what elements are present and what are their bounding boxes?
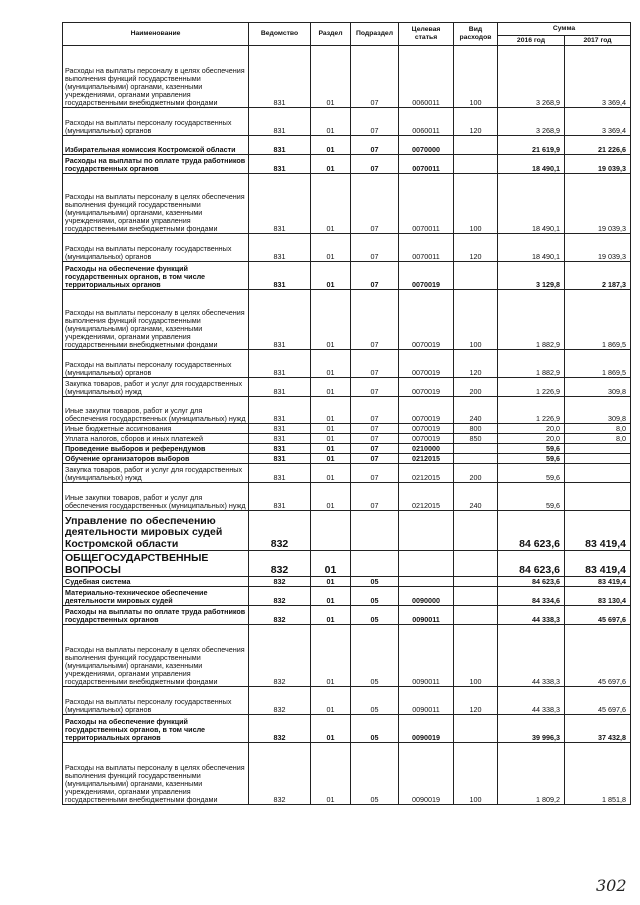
cell-section: 01 bbox=[311, 234, 351, 262]
cell-sum-2016: 20,0 bbox=[498, 434, 565, 444]
cell-sum-2016: 84 623,6 bbox=[498, 511, 565, 551]
cell-expense-kind: 100 bbox=[454, 290, 498, 350]
cell-name: Избирательная комиссия Костромской области bbox=[63, 136, 249, 155]
cell-expense-kind: 240 bbox=[454, 397, 498, 424]
cell-expense-kind bbox=[454, 444, 498, 454]
cell-expense-kind bbox=[454, 511, 498, 551]
cell-name: Расходы на выплаты персоналу государственных (муниципальных) органов bbox=[63, 687, 249, 715]
cell-name: Закупка товаров, работ и услуг для государственных (муниципальных) нужд bbox=[63, 464, 249, 483]
cell-department: 831 bbox=[249, 454, 311, 464]
cell-name: Закупка товаров, работ и услуг для государственных (муниципальных) нужд bbox=[63, 378, 249, 397]
cell-subsection: 07 bbox=[351, 464, 399, 483]
cell-target-article: 0212015 bbox=[399, 483, 454, 511]
cell-name: Расходы на выплаты персоналу государственных (муниципальных) органов bbox=[63, 234, 249, 262]
cell-sum-2017: 309,8 bbox=[565, 378, 631, 397]
cell-target-article: 0070019 bbox=[399, 350, 454, 378]
table-row bbox=[63, 464, 631, 483]
cell-target-article: 0212015 bbox=[399, 464, 454, 483]
cell-target-article: 0070019 bbox=[399, 434, 454, 444]
cell-expense-kind: 100 bbox=[454, 625, 498, 687]
cell-section: 01 bbox=[311, 625, 351, 687]
cell-sum-2017: 1 851,8 bbox=[565, 743, 631, 805]
table-row bbox=[63, 444, 631, 454]
cell-sum-2016: 18 490,1 bbox=[498, 174, 565, 234]
cell-expense-kind: 100 bbox=[454, 46, 498, 108]
table-row bbox=[63, 606, 631, 625]
cell-section: 01 bbox=[311, 108, 351, 136]
cell-target-article: 0090011 bbox=[399, 625, 454, 687]
cell-section: 01 bbox=[311, 397, 351, 424]
cell-subsection bbox=[351, 511, 399, 551]
cell-target-article: 0070000 bbox=[399, 136, 454, 155]
cell-department: 832 bbox=[249, 551, 311, 577]
cell-sum-2016: 59,6 bbox=[498, 483, 565, 511]
cell-section bbox=[311, 511, 351, 551]
cell-sum-2016: 59,6 bbox=[498, 444, 565, 454]
cell-sum-2017: 19 039,3 bbox=[565, 234, 631, 262]
cell-expense-kind: 200 bbox=[454, 378, 498, 397]
cell-subsection: 07 bbox=[351, 424, 399, 434]
cell-target-article: 0090011 bbox=[399, 606, 454, 625]
cell-department: 831 bbox=[249, 434, 311, 444]
cell-department: 831 bbox=[249, 424, 311, 434]
cell-sum-2016: 59,6 bbox=[498, 454, 565, 464]
cell-department: 832 bbox=[249, 587, 311, 606]
cell-name: Расходы на выплаты персоналу в целях обеспечения выполнения функций государственными (муниципальными) органами, казенными учреждениями, органами управления государственными внебюджетными фондами bbox=[63, 743, 249, 805]
cell-sum-2017: 2 187,3 bbox=[565, 262, 631, 290]
cell-department: 832 bbox=[249, 687, 311, 715]
table-row bbox=[63, 350, 631, 378]
cell-department: 831 bbox=[249, 46, 311, 108]
header-subsection: Подраздел bbox=[351, 23, 399, 46]
table-row bbox=[63, 424, 631, 434]
cell-target-article: 0090019 bbox=[399, 743, 454, 805]
cell-sum-2017: 1 869,5 bbox=[565, 290, 631, 350]
budget-table bbox=[62, 22, 631, 805]
cell-department: 832 bbox=[249, 606, 311, 625]
cell-department: 831 bbox=[249, 108, 311, 136]
cell-sum-2017: 83 419,4 bbox=[565, 511, 631, 551]
cell-sum-2017: 19 039,3 bbox=[565, 155, 631, 174]
table-row bbox=[63, 625, 631, 687]
cell-sum-2017 bbox=[565, 444, 631, 454]
table-row bbox=[63, 234, 631, 262]
cell-sum-2017: 3 369,4 bbox=[565, 46, 631, 108]
header-section: Раздел bbox=[311, 23, 351, 46]
cell-section: 01 bbox=[311, 290, 351, 350]
cell-section: 01 bbox=[311, 424, 351, 434]
cell-sum-2017: 45 697,6 bbox=[565, 625, 631, 687]
cell-department: 832 bbox=[249, 511, 311, 551]
cell-department: 832 bbox=[249, 625, 311, 687]
cell-subsection: 07 bbox=[351, 483, 399, 511]
cell-department: 831 bbox=[249, 262, 311, 290]
cell-sum-2017: 19 039,3 bbox=[565, 174, 631, 234]
cell-expense-kind bbox=[454, 606, 498, 625]
cell-department: 831 bbox=[249, 174, 311, 234]
header-expense-kind: Вид расходов bbox=[454, 23, 498, 46]
cell-target-article bbox=[399, 577, 454, 587]
cell-name: Обучение организаторов выборов bbox=[63, 454, 249, 464]
cell-subsection: 07 bbox=[351, 108, 399, 136]
header-year-2017: 2017 год bbox=[565, 36, 631, 46]
table-row bbox=[63, 687, 631, 715]
cell-sum-2016: 1 226,9 bbox=[498, 397, 565, 424]
cell-department: 831 bbox=[249, 350, 311, 378]
cell-section: 01 bbox=[311, 434, 351, 444]
cell-subsection: 07 bbox=[351, 454, 399, 464]
cell-sum-2017 bbox=[565, 483, 631, 511]
cell-target-article: 0070011 bbox=[399, 155, 454, 174]
cell-expense-kind: 120 bbox=[454, 350, 498, 378]
cell-sum-2017: 83 419,4 bbox=[565, 577, 631, 587]
table-row bbox=[63, 511, 631, 551]
header-sum: Сумма bbox=[498, 23, 631, 36]
cell-expense-kind bbox=[454, 454, 498, 464]
cell-name: Судебная система bbox=[63, 577, 249, 587]
table-row bbox=[63, 46, 631, 108]
cell-subsection: 05 bbox=[351, 743, 399, 805]
cell-sum-2016: 84 334,6 bbox=[498, 587, 565, 606]
cell-section: 01 bbox=[311, 587, 351, 606]
cell-name: Уплата налогов, сборов и иных платежей bbox=[63, 434, 249, 444]
cell-section: 01 bbox=[311, 262, 351, 290]
cell-sum-2017: 309,8 bbox=[565, 397, 631, 424]
cell-department: 831 bbox=[249, 378, 311, 397]
table-row bbox=[63, 397, 631, 424]
cell-sum-2017: 45 697,6 bbox=[565, 606, 631, 625]
cell-expense-kind: 850 bbox=[454, 434, 498, 444]
cell-target-article: 0212015 bbox=[399, 454, 454, 464]
cell-subsection: 07 bbox=[351, 378, 399, 397]
cell-section: 01 bbox=[311, 444, 351, 454]
cell-expense-kind: 100 bbox=[454, 174, 498, 234]
cell-name: Проведение выборов и референдумов bbox=[63, 444, 249, 454]
table-row bbox=[63, 483, 631, 511]
cell-target-article: 0060011 bbox=[399, 108, 454, 136]
cell-target-article: 0070019 bbox=[399, 262, 454, 290]
cell-name: Расходы на выплаты по оплате труда работников государственных органов bbox=[63, 155, 249, 174]
table-row bbox=[63, 378, 631, 397]
cell-sum-2017 bbox=[565, 464, 631, 483]
table-row bbox=[63, 551, 631, 577]
cell-target-article: 0070011 bbox=[399, 174, 454, 234]
cell-target-article: 0070011 bbox=[399, 234, 454, 262]
cell-department: 831 bbox=[249, 290, 311, 350]
cell-section: 01 bbox=[311, 551, 351, 577]
cell-sum-2017: 3 369,4 bbox=[565, 108, 631, 136]
cell-target-article: 0090000 bbox=[399, 587, 454, 606]
cell-sum-2016: 1 882,9 bbox=[498, 350, 565, 378]
cell-department: 832 bbox=[249, 743, 311, 805]
cell-name: Материально-техническое обеспечение деятельности мировых судей bbox=[63, 587, 249, 606]
cell-subsection: 07 bbox=[351, 444, 399, 454]
cell-department: 832 bbox=[249, 577, 311, 587]
cell-section: 01 bbox=[311, 350, 351, 378]
cell-sum-2016: 18 490,1 bbox=[498, 234, 565, 262]
cell-department: 831 bbox=[249, 444, 311, 454]
cell-target-article: 0070019 bbox=[399, 378, 454, 397]
table-row bbox=[63, 108, 631, 136]
cell-sum-2016: 84 623,6 bbox=[498, 551, 565, 577]
cell-subsection: 05 bbox=[351, 587, 399, 606]
cell-name: ОБЩЕГОСУДАРСТВЕННЫЕ ВОПРОСЫ bbox=[63, 551, 249, 577]
cell-target-article: 0070019 bbox=[399, 290, 454, 350]
cell-subsection: 07 bbox=[351, 234, 399, 262]
cell-sum-2016: 59,6 bbox=[498, 464, 565, 483]
cell-expense-kind: 100 bbox=[454, 743, 498, 805]
cell-target-article bbox=[399, 551, 454, 577]
cell-sum-2016: 1 882,9 bbox=[498, 290, 565, 350]
cell-subsection: 05 bbox=[351, 625, 399, 687]
cell-sum-2017: 21 226,6 bbox=[565, 136, 631, 155]
cell-subsection: 07 bbox=[351, 262, 399, 290]
table-row bbox=[63, 743, 631, 805]
table-row bbox=[63, 454, 631, 464]
cell-subsection: 07 bbox=[351, 46, 399, 108]
header-department: Ведомство bbox=[249, 23, 311, 46]
cell-expense-kind: 120 bbox=[454, 687, 498, 715]
cell-subsection: 07 bbox=[351, 350, 399, 378]
cell-expense-kind: 800 bbox=[454, 424, 498, 434]
cell-section: 01 bbox=[311, 483, 351, 511]
cell-subsection: 05 bbox=[351, 606, 399, 625]
page-number: 302 bbox=[596, 876, 627, 895]
cell-sum-2017 bbox=[565, 454, 631, 464]
cell-subsection: 07 bbox=[351, 290, 399, 350]
cell-sum-2016: 84 623,6 bbox=[498, 577, 565, 587]
table-row bbox=[63, 155, 631, 174]
cell-subsection: 07 bbox=[351, 397, 399, 424]
cell-sum-2016: 1 809,2 bbox=[498, 743, 565, 805]
cell-expense-kind bbox=[454, 587, 498, 606]
cell-name: Управление по обеспечению деятельности мировых судей Костромской области bbox=[63, 511, 249, 551]
cell-section: 01 bbox=[311, 454, 351, 464]
cell-sum-2017: 83 419,4 bbox=[565, 551, 631, 577]
cell-subsection: 07 bbox=[351, 174, 399, 234]
cell-name: Иные закупки товаров, работ и услуг для обеспечения государственных (муниципальных) нужд bbox=[63, 483, 249, 511]
cell-sum-2017: 1 869,5 bbox=[565, 350, 631, 378]
cell-target-article: 0070019 bbox=[399, 397, 454, 424]
cell-sum-2017: 8,0 bbox=[565, 434, 631, 444]
cell-expense-kind: 240 bbox=[454, 483, 498, 511]
cell-sum-2016: 44 338,3 bbox=[498, 625, 565, 687]
cell-target-article bbox=[399, 511, 454, 551]
cell-subsection: 07 bbox=[351, 136, 399, 155]
table-row bbox=[63, 290, 631, 350]
cell-sum-2017: 8,0 bbox=[565, 424, 631, 434]
cell-expense-kind bbox=[454, 262, 498, 290]
cell-sum-2017: 45 697,6 bbox=[565, 687, 631, 715]
cell-department: 832 bbox=[249, 715, 311, 743]
cell-section: 01 bbox=[311, 715, 351, 743]
cell-name: Расходы на обеспечение функций государственных органов, в том числе территориальных органов bbox=[63, 262, 249, 290]
cell-sum-2016: 3 268,9 bbox=[498, 46, 565, 108]
table-row bbox=[63, 587, 631, 606]
cell-section: 01 bbox=[311, 606, 351, 625]
header-target-article: Целевая статья bbox=[399, 23, 454, 46]
cell-department: 831 bbox=[249, 397, 311, 424]
cell-name: Расходы на выплаты персоналу в целях обеспечения выполнения функций государственными (муниципальными) органами, казенными учреждениями, органами управления государственными внебюджетными фондами bbox=[63, 46, 249, 108]
cell-subsection: 07 bbox=[351, 434, 399, 444]
cell-subsection: 05 bbox=[351, 687, 399, 715]
cell-name: Расходы на выплаты по оплате труда работников государственных органов bbox=[63, 606, 249, 625]
header-name: Наименование bbox=[63, 23, 249, 46]
header-year-2016: 2016 год bbox=[498, 36, 565, 46]
cell-expense-kind bbox=[454, 551, 498, 577]
cell-target-article: 0090019 bbox=[399, 715, 454, 743]
cell-sum-2016: 18 490,1 bbox=[498, 155, 565, 174]
cell-section: 01 bbox=[311, 378, 351, 397]
table-row bbox=[63, 174, 631, 234]
cell-target-article: 0090011 bbox=[399, 687, 454, 715]
cell-section: 01 bbox=[311, 464, 351, 483]
cell-section: 01 bbox=[311, 577, 351, 587]
cell-department: 831 bbox=[249, 483, 311, 511]
cell-department: 831 bbox=[249, 136, 311, 155]
cell-section: 01 bbox=[311, 155, 351, 174]
table-header bbox=[63, 23, 631, 46]
cell-name: Расходы на выплаты персоналу в целях обеспечения выполнения функций государственными (муниципальными) органами, казенными учреждениями, органами управления государственными внебюджетными фондами bbox=[63, 625, 249, 687]
cell-section: 01 bbox=[311, 743, 351, 805]
cell-sum-2016: 44 338,3 bbox=[498, 606, 565, 625]
cell-sum-2016: 21 619,9 bbox=[498, 136, 565, 155]
cell-expense-kind bbox=[454, 136, 498, 155]
cell-subsection bbox=[351, 551, 399, 577]
cell-expense-kind: 120 bbox=[454, 108, 498, 136]
cell-target-article: 0210000 bbox=[399, 444, 454, 454]
table-row bbox=[63, 136, 631, 155]
cell-expense-kind: 120 bbox=[454, 234, 498, 262]
cell-section: 01 bbox=[311, 46, 351, 108]
cell-department: 831 bbox=[249, 234, 311, 262]
table-body bbox=[63, 46, 631, 805]
cell-department: 831 bbox=[249, 155, 311, 174]
cell-subsection: 05 bbox=[351, 577, 399, 587]
cell-sum-2016: 1 226,9 bbox=[498, 378, 565, 397]
cell-target-article: 0060011 bbox=[399, 46, 454, 108]
table-row bbox=[63, 262, 631, 290]
cell-section: 01 bbox=[311, 136, 351, 155]
cell-name: Расходы на выплаты персоналу государственных (муниципальных) органов bbox=[63, 350, 249, 378]
cell-name: Расходы на выплаты персоналу государственных (муниципальных) органов bbox=[63, 108, 249, 136]
cell-name: Расходы на выплаты персоналу в целях обеспечения выполнения функций государственными (муниципальными) органами, казенными учреждениями, органами управления государственными внебюджетными фондами bbox=[63, 174, 249, 234]
cell-department: 831 bbox=[249, 464, 311, 483]
cell-name: Расходы на обеспечение функций государственных органов, в том числе территориальных органов bbox=[63, 715, 249, 743]
cell-sum-2016: 39 996,3 bbox=[498, 715, 565, 743]
cell-section: 01 bbox=[311, 174, 351, 234]
cell-subsection: 05 bbox=[351, 715, 399, 743]
cell-sum-2016: 20,0 bbox=[498, 424, 565, 434]
cell-subsection: 07 bbox=[351, 155, 399, 174]
cell-section: 01 bbox=[311, 687, 351, 715]
cell-expense-kind bbox=[454, 155, 498, 174]
cell-sum-2016: 44 338,3 bbox=[498, 687, 565, 715]
cell-target-article: 0070019 bbox=[399, 424, 454, 434]
budget-table-sheet bbox=[62, 22, 630, 805]
cell-sum-2017: 37 432,8 bbox=[565, 715, 631, 743]
cell-sum-2017: 83 130,4 bbox=[565, 587, 631, 606]
cell-expense-kind bbox=[454, 715, 498, 743]
cell-name: Иные закупки товаров, работ и услуг для обеспечения государственных (муниципальных) нужд bbox=[63, 397, 249, 424]
table-row bbox=[63, 715, 631, 743]
table-row bbox=[63, 434, 631, 444]
cell-sum-2016: 3 268,9 bbox=[498, 108, 565, 136]
cell-sum-2016: 3 129,8 bbox=[498, 262, 565, 290]
cell-expense-kind: 200 bbox=[454, 464, 498, 483]
table-row bbox=[63, 577, 631, 587]
cell-name: Расходы на выплаты персоналу в целях обеспечения выполнения функций государственными (муниципальными) органами, казенными учреждениями, органами управления государственными внебюджетными фондами bbox=[63, 290, 249, 350]
cell-expense-kind bbox=[454, 577, 498, 587]
cell-name: Иные бюджетные ассигнования bbox=[63, 424, 249, 434]
